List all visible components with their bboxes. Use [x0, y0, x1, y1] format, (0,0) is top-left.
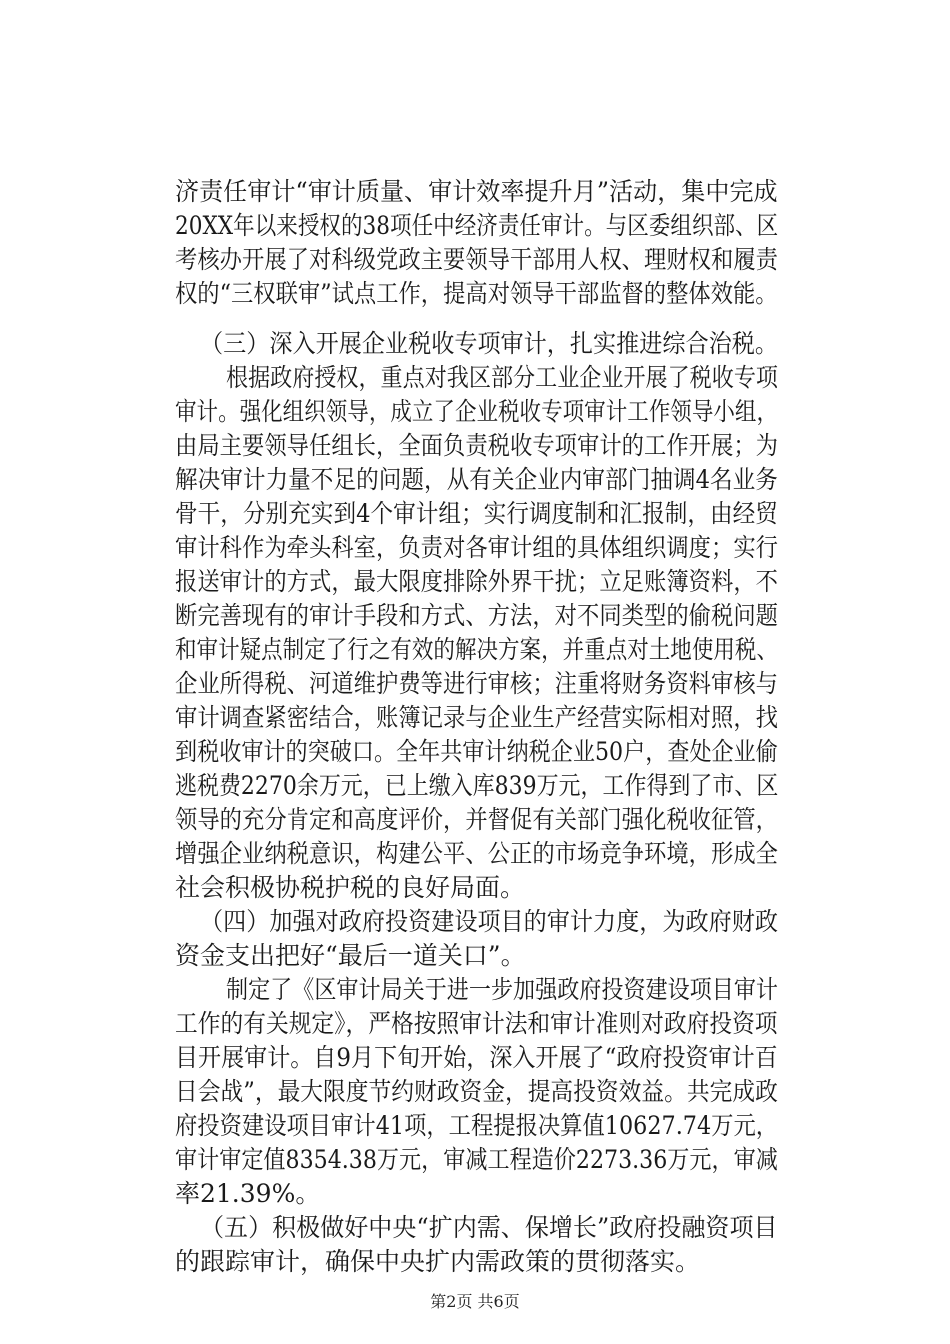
text-line: 工作的有关规定》，严格按照审计法和审计准则对政府投资项: [175, 1009, 778, 1038]
text-line: 权的“三权联审”试点工作，提高对领导干部监督的整体效能。: [175, 279, 778, 308]
page-number-footer: 第2页 共6页: [430, 1292, 520, 1311]
text-line: 制定了《区审计局关于进一步加强政府投资建设项目审计: [226, 975, 779, 1004]
text-line: 20XX年以来授权的38项任中经济责任审计。与区委组织部、区: [175, 211, 779, 240]
text-line: 根据政府授权，重点对我区部分工业企业开展了税收专项: [226, 363, 779, 392]
text-line: 审计。强化组织领导，成立了企业税收专项审计工作领导小组，: [175, 397, 778, 426]
text-line: 社会积极协税护税的良好局面。: [175, 873, 526, 902]
text-line: 目开展审计。自9月下旬开始，深入开展了“政府投资审计百: [175, 1043, 778, 1072]
text-line: 审计审定值8354.38万元，审减工程造价2273.36万元，审减: [175, 1145, 778, 1174]
section-heading: （四）加强对政府投资建设项目的审计力度，为政府财政: [200, 907, 779, 936]
section-heading: （五）积极做好中央“扩内需、保增长”政府投融资项目: [200, 1213, 778, 1242]
text-line: 率21.39%。: [175, 1179, 321, 1208]
text-line: 考核办开展了对科级党政主要领导干部用人权、理财权和履责: [175, 245, 778, 274]
text-line: 到税收审计的突破口。全年共审计纳税企业50户，查处企业偷: [175, 737, 778, 766]
text-line: 和审计疑点制定了行之有效的解决方案，并重点对土地使用税、: [175, 635, 778, 664]
section-heading-cont: 资金支出把好“最后一道关口”。: [175, 941, 526, 970]
text-line: 骨干，分别充实到4个审计组；实行调度制和汇报制，由经贸: [175, 499, 778, 528]
text-line: 审计调查紧密结合，账簿记录与企业生产经营实际相对照，找: [175, 703, 778, 732]
text-line: 审计科作为牵头科室，负责对各审计组的具体组织调度；实行: [175, 533, 778, 562]
text-line: 增强企业纳税意识，构建公平、公正的市场竞争环境，形成全: [175, 839, 778, 868]
section-heading: （三）深入开展企业税收专项审计，扎实推进综合治税。: [200, 329, 779, 358]
text-line: 府投资建设项目审计41项，工程提报决算值10627.74万元，: [175, 1111, 779, 1140]
text-line: 报送审计的方式，最大限度排除外界干扰；立足账簿资料，不: [175, 567, 778, 596]
text-line: 解决审计力量不足的问题，从有关企业内审部门抽调4名业务: [175, 465, 778, 494]
text-line: 企业所得税、河道维护费等进行审核；注重将财务资料审核与: [175, 669, 778, 698]
text-line: 领导的充分肯定和高度评价，并督促有关部门强化税收征管，: [175, 805, 778, 834]
text-line: 日会战”，最大限度节约财政资金，提高投资效益。共完成政: [175, 1077, 778, 1106]
section-heading-cont: 的跟踪审计，确保中央扩内需政策的贯彻落实。: [175, 1247, 701, 1276]
text-line: 由局主要领导任组长，全面负责税收专项审计的工作开展；为: [175, 431, 778, 460]
text-line: 断完善现有的审计手段和方式、方法，对不同类型的偷税问题: [175, 601, 778, 630]
text-line: 逃税费2270余万元，已上缴入库839万元，工作得到了市、区: [175, 771, 779, 800]
text-line: 济责任审计“审计质量、审计效率提升月”活动，集中完成: [175, 177, 778, 206]
